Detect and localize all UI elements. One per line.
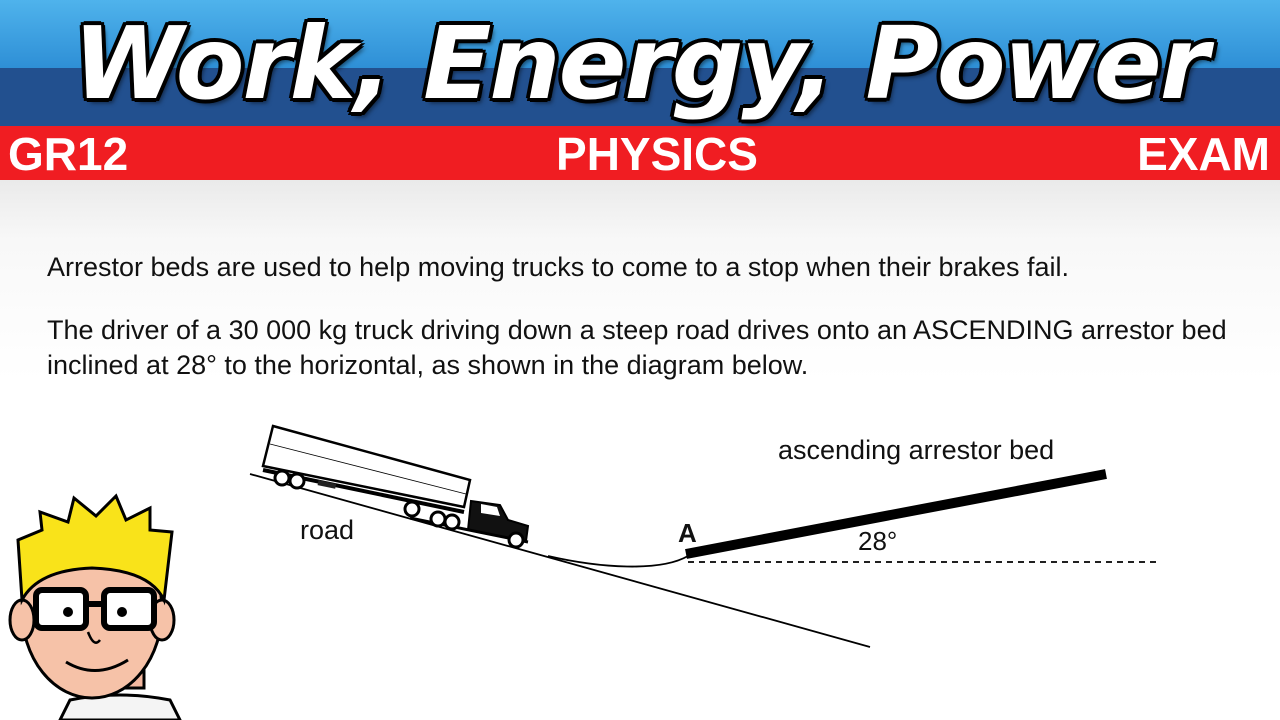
page-title: Work, Energy, Power (72, 5, 1208, 122)
arrestor-bed-label: ascending arrestor bed (778, 435, 1055, 465)
subject-label: PHYSICS (556, 128, 758, 180)
question-paragraph-1: Arrestor beds are used to help moving trucks to come to a stop when their brakes fail. (47, 252, 1070, 282)
grade-label: GR12 (8, 128, 129, 180)
transition-curve (548, 556, 688, 567)
point-a-label: A (678, 518, 697, 548)
angle-label: 28° (858, 526, 898, 556)
question-paragraph-2: The driver of a 30 000 kg truck driving down a steep road drives onto an ASCENDING arrestor bed inclined at 28° to the horizontal, as shown in the diagram below. (47, 315, 1227, 380)
road-label: road (300, 515, 355, 545)
exam-label: EXAM (1137, 128, 1270, 180)
mascot-character (10, 496, 180, 720)
road-line (250, 474, 870, 647)
